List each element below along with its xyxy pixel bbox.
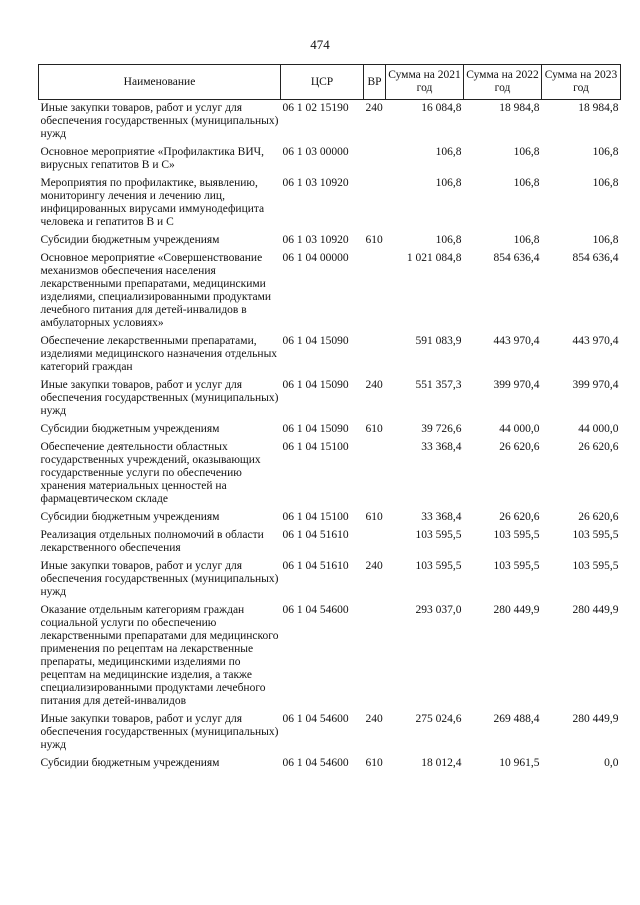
row-name: Основное мероприятие «Совершенствование механизмов обеспечения населения лекарственными препаратами, медицинскими изделиями, специализированными продуктами лечебного питания для детей-инвалидов в амбулаторных условиях» xyxy=(40,252,272,329)
row-vr: 240 xyxy=(365,713,383,725)
row-sum-2023: 106,8 xyxy=(592,177,619,189)
row-name: Мероприятия по профилактике, выявлению, мониторингу лечения и лечению лиц, инфицированных вирусами иммунодефицита человека и гепатитов В и С xyxy=(40,177,265,228)
table-row xyxy=(39,711,621,755)
table-row xyxy=(39,250,621,333)
row-name: Обеспечение деятельности областных государственных учреждений, оказывающих государственные услуги по обеспечению хранения материальных ценностей на фармацевтическом складе xyxy=(40,441,261,505)
table-row xyxy=(39,421,621,439)
row-csr: 06 1 04 54600 xyxy=(282,604,349,616)
row-vr: 610 xyxy=(365,234,383,246)
row-sum-2022: 26 620,6 xyxy=(499,441,540,453)
table-row xyxy=(39,333,621,377)
row-name: Иные закупки товаров, работ и услуг для обеспечения государственных (муниципальных) нужд xyxy=(40,560,279,598)
row-vr: 610 xyxy=(365,423,383,435)
table-row xyxy=(39,527,621,558)
row-sum-2023: 26 620,6 xyxy=(578,441,619,453)
row-csr: 06 1 03 00000 xyxy=(282,146,349,158)
row-vr xyxy=(364,602,386,711)
row-sum-2023: 399 970,4 xyxy=(572,379,619,391)
row-sum-2023: 443 970,4 xyxy=(572,335,619,347)
row-sum-2022: 103 595,5 xyxy=(493,529,540,541)
row-sum-2022: 399 970,4 xyxy=(493,379,540,391)
table-body xyxy=(39,100,621,774)
row-csr: 06 1 04 15090 xyxy=(282,379,349,391)
row-sum-2022: 443 970,4 xyxy=(493,335,540,347)
header-2023: Сумма на 2023 год xyxy=(542,65,621,100)
row-csr: 06 1 04 15100 xyxy=(282,441,349,453)
row-csr: 06 1 03 10920 xyxy=(282,234,349,246)
row-name: Иные закупки товаров, работ и услуг для обеспечения государственных (муниципальных) нужд xyxy=(40,379,279,417)
row-sum-2021: 33 368,4 xyxy=(421,511,462,523)
row-sum-2023: 18 984,8 xyxy=(578,102,619,114)
row-vr: 240 xyxy=(365,102,383,114)
row-sum-2021: 16 084,8 xyxy=(421,102,462,114)
row-csr: 06 1 04 15100 xyxy=(282,511,349,523)
table-row xyxy=(39,602,621,711)
row-sum-2021: 33 368,4 xyxy=(421,441,462,453)
table-row xyxy=(39,232,621,250)
row-sum-2021: 591 083,9 xyxy=(415,335,462,347)
row-sum-2021: 1 021 084,8 xyxy=(406,252,462,264)
row-sum-2023: 103 595,5 xyxy=(572,560,619,572)
row-name: Реализация отдельных полномочий в области лекарственного обеспечения xyxy=(40,529,264,554)
row-sum-2023: 0,0 xyxy=(604,757,619,769)
row-sum-2021: 293 037,0 xyxy=(415,604,462,616)
header-csr: ЦСР xyxy=(281,65,364,100)
row-vr xyxy=(364,250,386,333)
row-sum-2022: 18 984,8 xyxy=(499,102,540,114)
row-vr: 610 xyxy=(365,511,383,523)
row-vr xyxy=(364,144,386,175)
row-sum-2023: 280 449,9 xyxy=(572,713,619,725)
row-sum-2022: 10 961,5 xyxy=(499,757,540,769)
row-name: Субсидии бюджетным учреждениям xyxy=(40,757,220,769)
page-number: 474 xyxy=(310,37,330,52)
row-sum-2021: 106,8 xyxy=(435,146,462,158)
row-sum-2023: 106,8 xyxy=(592,234,619,246)
row-csr: 06 1 04 51610 xyxy=(282,529,349,541)
table-row xyxy=(39,509,621,527)
table-row xyxy=(39,755,621,773)
header-vr: ВР xyxy=(364,65,386,100)
row-csr: 06 1 04 00000 xyxy=(282,252,349,264)
row-vr xyxy=(364,439,386,509)
row-csr: 06 1 04 15090 xyxy=(282,335,349,347)
row-csr: 06 1 04 15090 xyxy=(282,423,349,435)
row-sum-2023: 280 449,9 xyxy=(572,604,619,616)
row-vr: 240 xyxy=(365,379,383,391)
row-sum-2022: 26 620,6 xyxy=(499,511,540,523)
row-sum-2023: 26 620,6 xyxy=(578,511,619,523)
row-sum-2021: 106,8 xyxy=(435,234,462,246)
row-sum-2022: 854 636,4 xyxy=(493,252,540,264)
header-2021: Сумма на 2021 год xyxy=(386,65,464,100)
row-sum-2022: 280 449,9 xyxy=(493,604,540,616)
row-name: Субсидии бюджетным учреждениям xyxy=(40,234,220,246)
row-sum-2021: 18 012,4 xyxy=(421,757,462,769)
row-name: Оказание отдельным категориям граждан социальной услуги по обеспечению лекарственными препаратами для медицинского применения по рецептам на лекарственные препараты, медицинскими изделиями по рецептам на медицинские изделия, а также специализированными продуктами лечебного питания для детей-инвалидов xyxy=(40,604,279,707)
row-sum-2021: 103 595,5 xyxy=(415,560,462,572)
table-row xyxy=(39,144,621,175)
row-sum-2023: 103 595,5 xyxy=(572,529,619,541)
row-sum-2021: 103 595,5 xyxy=(415,529,462,541)
row-sum-2021: 106,8 xyxy=(435,177,462,189)
row-vr xyxy=(364,333,386,377)
row-vr: 240 xyxy=(365,560,383,572)
table-header xyxy=(39,65,621,100)
row-name: Иные закупки товаров, работ и услуг для обеспечения государственных (муниципальных) нужд xyxy=(40,713,279,751)
row-name: Иные закупки товаров, работ и услуг для обеспечения государственных (муниципальных) нужд xyxy=(40,102,279,140)
table-row xyxy=(39,377,621,421)
row-sum-2023: 106,8 xyxy=(592,146,619,158)
row-csr: 06 1 04 54600 xyxy=(282,713,349,725)
row-csr: 06 1 04 51610 xyxy=(282,560,349,572)
row-sum-2021: 275 024,6 xyxy=(415,713,462,725)
row-name: Субсидии бюджетным учреждениям xyxy=(40,423,220,435)
table-row xyxy=(39,439,621,509)
row-sum-2021: 551 357,3 xyxy=(415,379,462,391)
row-vr xyxy=(364,527,386,558)
row-sum-2023: 854 636,4 xyxy=(572,252,619,264)
budget-table xyxy=(38,64,621,773)
table-row xyxy=(39,100,621,145)
row-sum-2022: 106,8 xyxy=(513,177,540,189)
row-name: Обеспечение лекарственными препаратами, изделиями медицинского назначения отдельных категорий граждан xyxy=(40,335,278,373)
row-sum-2022: 106,8 xyxy=(513,234,540,246)
row-sum-2022: 269 488,4 xyxy=(493,713,540,725)
header-2022: Сумма на 2022 год xyxy=(464,65,542,100)
row-csr: 06 1 04 54600 xyxy=(282,757,349,769)
header-name: Наименование xyxy=(39,65,281,100)
row-sum-2022: 44 000,0 xyxy=(499,423,540,435)
table-row xyxy=(39,558,621,602)
table-row xyxy=(39,175,621,232)
row-sum-2022: 103 595,5 xyxy=(493,560,540,572)
row-sum-2023: 44 000,0 xyxy=(578,423,619,435)
row-sum-2021: 39 726,6 xyxy=(421,423,462,435)
row-vr xyxy=(364,175,386,232)
row-name: Основное мероприятие «Профилактика ВИЧ, вирусных гепатитов В и С» xyxy=(40,146,264,171)
row-sum-2022: 106,8 xyxy=(513,146,540,158)
row-vr: 610 xyxy=(365,757,383,769)
row-name: Субсидии бюджетным учреждениям xyxy=(40,511,220,523)
row-csr: 06 1 02 15190 xyxy=(282,102,349,114)
row-csr: 06 1 03 10920 xyxy=(282,177,349,189)
